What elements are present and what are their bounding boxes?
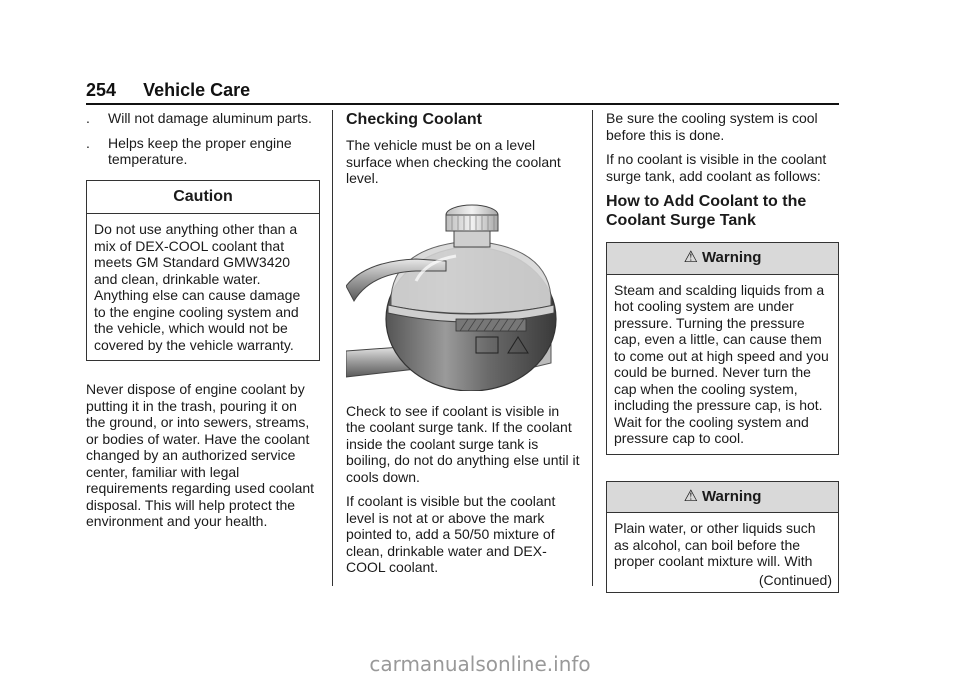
disposal-paragraph: Never dispose of engine coolant by putting it in the trash, pouring it on the ground, or into sewers, streams, or bodies of water. Have the coolant changed by an authorized service center, familiar with legal requirements regarding used coolant disposal. This will help protect the environment and your health. [86,381,315,529]
check-paragraph: Check to see if coolant is visible in the coolant surge tank. If the coolant inside the coolant surge tank is boiling, do not do anything else until it cools down. [346,402,580,485]
watermark: carmanualsonline.info [369,652,591,676]
section-heading: Checking Coolant [346,111,483,128]
warning-box [606,242,839,455]
warning-body: Plain water, or other liquids such as alcohol, can boil before the proper coolant mixture will. With [614,520,816,569]
page-number: 254 [86,80,117,100]
caution-box [86,180,320,362]
add-coolant-heading: How to Add Coolant to the Coolant Surge Tank [606,193,807,229]
coolant-tank-icon [346,201,580,391]
warning-title: Warning [701,487,762,505]
continued-label: (Continued) [758,571,832,588]
page-header [86,80,250,101]
bullet-dot: . [86,110,90,126]
header-rule [86,103,839,105]
no-coolant-paragraph: If no coolant is visible in the coolant surge tank, add coolant as follows: [606,151,827,184]
warning-triangle-icon: ⚠ [683,249,698,266]
cool-paragraph: Be sure the cooling system is cool before this is done. [606,110,818,143]
bullet-item [86,110,320,127]
warning-title: Warning [701,249,762,266]
column-divider [332,110,333,586]
bullet-dot: . [86,134,90,151]
caution-title: Caution [87,181,319,215]
bullet-item [86,135,320,168]
bullet-text: Will not damage aluminum parts. [108,110,312,126]
section-title: Vehicle Care [143,80,251,100]
warning-box [606,481,839,594]
intro-paragraph: The vehicle must be on a level surface when checking the coolant level. [346,137,561,186]
coolant-surge-tank-illustration [346,201,580,391]
warning-title-bar [607,482,838,514]
add-mixture-paragraph: If coolant is visible but the coolant level is not at or above the mark pointed to, add a 50/50 mixture of clean, drinkable water and DEX-COOL coolant. [346,493,556,575]
warning-body: Steam and scalding liquids from a hot cooling system are under pressure. Turning the pressure cap, even a little, can cause them to come out at high speed and you could be burned. Never turn the cap when the cooling system, including the pressure cap, is hot. Wait for the cooling system and pressure cap to cool. [614,281,829,446]
warning-title-bar [607,243,838,275]
warning-triangle-icon: ⚠ [683,487,698,505]
column-divider [592,110,593,586]
caution-body: Do not use anything other than a mix of DEX-COOL coolant that meets GM Standard GMW3420 and clean, drinkable water. Anything else can cause damage to the engine cooling system and the vehicle, which would not be covered by the vehicle warranty. [94,221,301,353]
column-1 [86,110,320,538]
column-2 [346,110,580,584]
bullet-text: Helps keep the proper engine temperature. [108,134,292,167]
column-3 [606,110,839,593]
